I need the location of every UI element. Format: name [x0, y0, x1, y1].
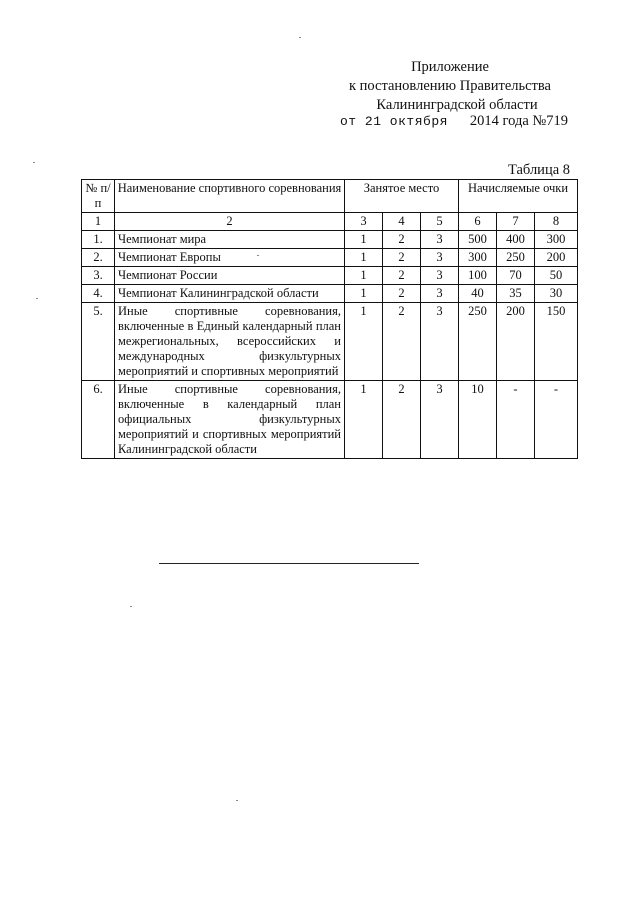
- points-value: 35: [497, 285, 535, 303]
- place-value: 3: [421, 303, 459, 381]
- column-number-row: [82, 213, 578, 231]
- place-value: 3: [421, 231, 459, 249]
- appendix-header: [300, 58, 600, 115]
- place-value: 2: [383, 249, 421, 267]
- scan-speck: [36, 298, 38, 299]
- column-number: 4: [383, 213, 421, 231]
- row-number: 6.: [82, 381, 115, 459]
- header-points: Начисляемые очки: [459, 180, 578, 213]
- place-value: 1: [345, 285, 383, 303]
- place-value: 3: [421, 267, 459, 285]
- scan-speck: [33, 162, 35, 163]
- points-value: -: [497, 381, 535, 459]
- points-value: -: [535, 381, 578, 459]
- place-value: 3: [421, 285, 459, 303]
- scan-speck: [236, 800, 238, 801]
- row-number: 2.: [82, 249, 115, 267]
- column-number: 8: [535, 213, 578, 231]
- table-caption: Таблица 8: [508, 162, 571, 178]
- place-value: 2: [383, 285, 421, 303]
- points-value: 10: [459, 381, 497, 459]
- place-value: 2: [383, 231, 421, 249]
- table-row: [82, 381, 578, 459]
- resolution-date: от 21 октября: [340, 114, 448, 129]
- points-value: 150: [535, 303, 578, 381]
- header-num: № п/п: [82, 180, 115, 213]
- table-row: [82, 249, 578, 267]
- scan-speck: [299, 37, 301, 38]
- appendix-title: Приложение: [411, 59, 489, 75]
- column-number: 5: [421, 213, 459, 231]
- points-value: 400: [497, 231, 535, 249]
- appendix-resolution-line: к постановлению Правительства: [349, 78, 551, 94]
- place-value: 3: [421, 249, 459, 267]
- place-value: 2: [383, 381, 421, 459]
- place-value: 3: [421, 381, 459, 459]
- row-number: 1.: [82, 231, 115, 249]
- competition-name: Иные спортивные соревнования, включенные в Единый календарный план межрегиональных, всероссийских и международных физкультурных мероприятий и спортивных мероприятий: [115, 303, 345, 381]
- points-value: 40: [459, 285, 497, 303]
- scan-speck: [257, 255, 259, 256]
- place-value: 1: [345, 249, 383, 267]
- place-value: 2: [383, 267, 421, 285]
- points-value: 200: [535, 249, 578, 267]
- competition-name: Чемпионат Калининградской области: [115, 285, 345, 303]
- closing-rule-line: [159, 563, 419, 564]
- column-number: 3: [345, 213, 383, 231]
- points-value: 250: [497, 249, 535, 267]
- competition-name: Чемпионат России: [115, 267, 345, 285]
- scan-speck: [130, 606, 132, 607]
- points-value: 250: [459, 303, 497, 381]
- place-value: 1: [345, 267, 383, 285]
- table-header-row: [82, 180, 578, 213]
- header-place: Занятое место: [345, 180, 459, 213]
- column-number: 6: [459, 213, 497, 231]
- header-name: Наименование спортивного соревнования: [115, 180, 345, 213]
- place-value: 1: [345, 231, 383, 249]
- table-row: [82, 231, 578, 249]
- competition-name: Иные спортивные соревнования, включенные в календарный план официальных физкультурных мероприятий и спортивных мероприятий Калининградской области: [115, 381, 345, 459]
- resolution-date-line: [340, 113, 568, 130]
- points-value: 300: [535, 231, 578, 249]
- points-value: 30: [535, 285, 578, 303]
- column-number: 7: [497, 213, 535, 231]
- table-row: [82, 303, 578, 381]
- points-value: 100: [459, 267, 497, 285]
- place-value: 1: [345, 303, 383, 381]
- points-value: 500: [459, 231, 497, 249]
- row-number: 4.: [82, 285, 115, 303]
- place-value: 1: [345, 381, 383, 459]
- resolution-year-number: 2014 года №719: [469, 113, 568, 129]
- appendix-region-line: Калининградской области: [376, 97, 538, 113]
- competition-name: Чемпионат мира: [115, 231, 345, 249]
- row-number: 3.: [82, 267, 115, 285]
- points-value: 50: [535, 267, 578, 285]
- points-value: 300: [459, 249, 497, 267]
- place-value: 2: [383, 303, 421, 381]
- points-table: [81, 179, 578, 459]
- competition-name: Чемпионат Европы: [115, 249, 345, 267]
- table-row: [82, 285, 578, 303]
- points-value: 200: [497, 303, 535, 381]
- column-number: 2: [115, 213, 345, 231]
- column-number: 1: [82, 213, 115, 231]
- table-row: [82, 267, 578, 285]
- points-value: 70: [497, 267, 535, 285]
- row-number: 5.: [82, 303, 115, 381]
